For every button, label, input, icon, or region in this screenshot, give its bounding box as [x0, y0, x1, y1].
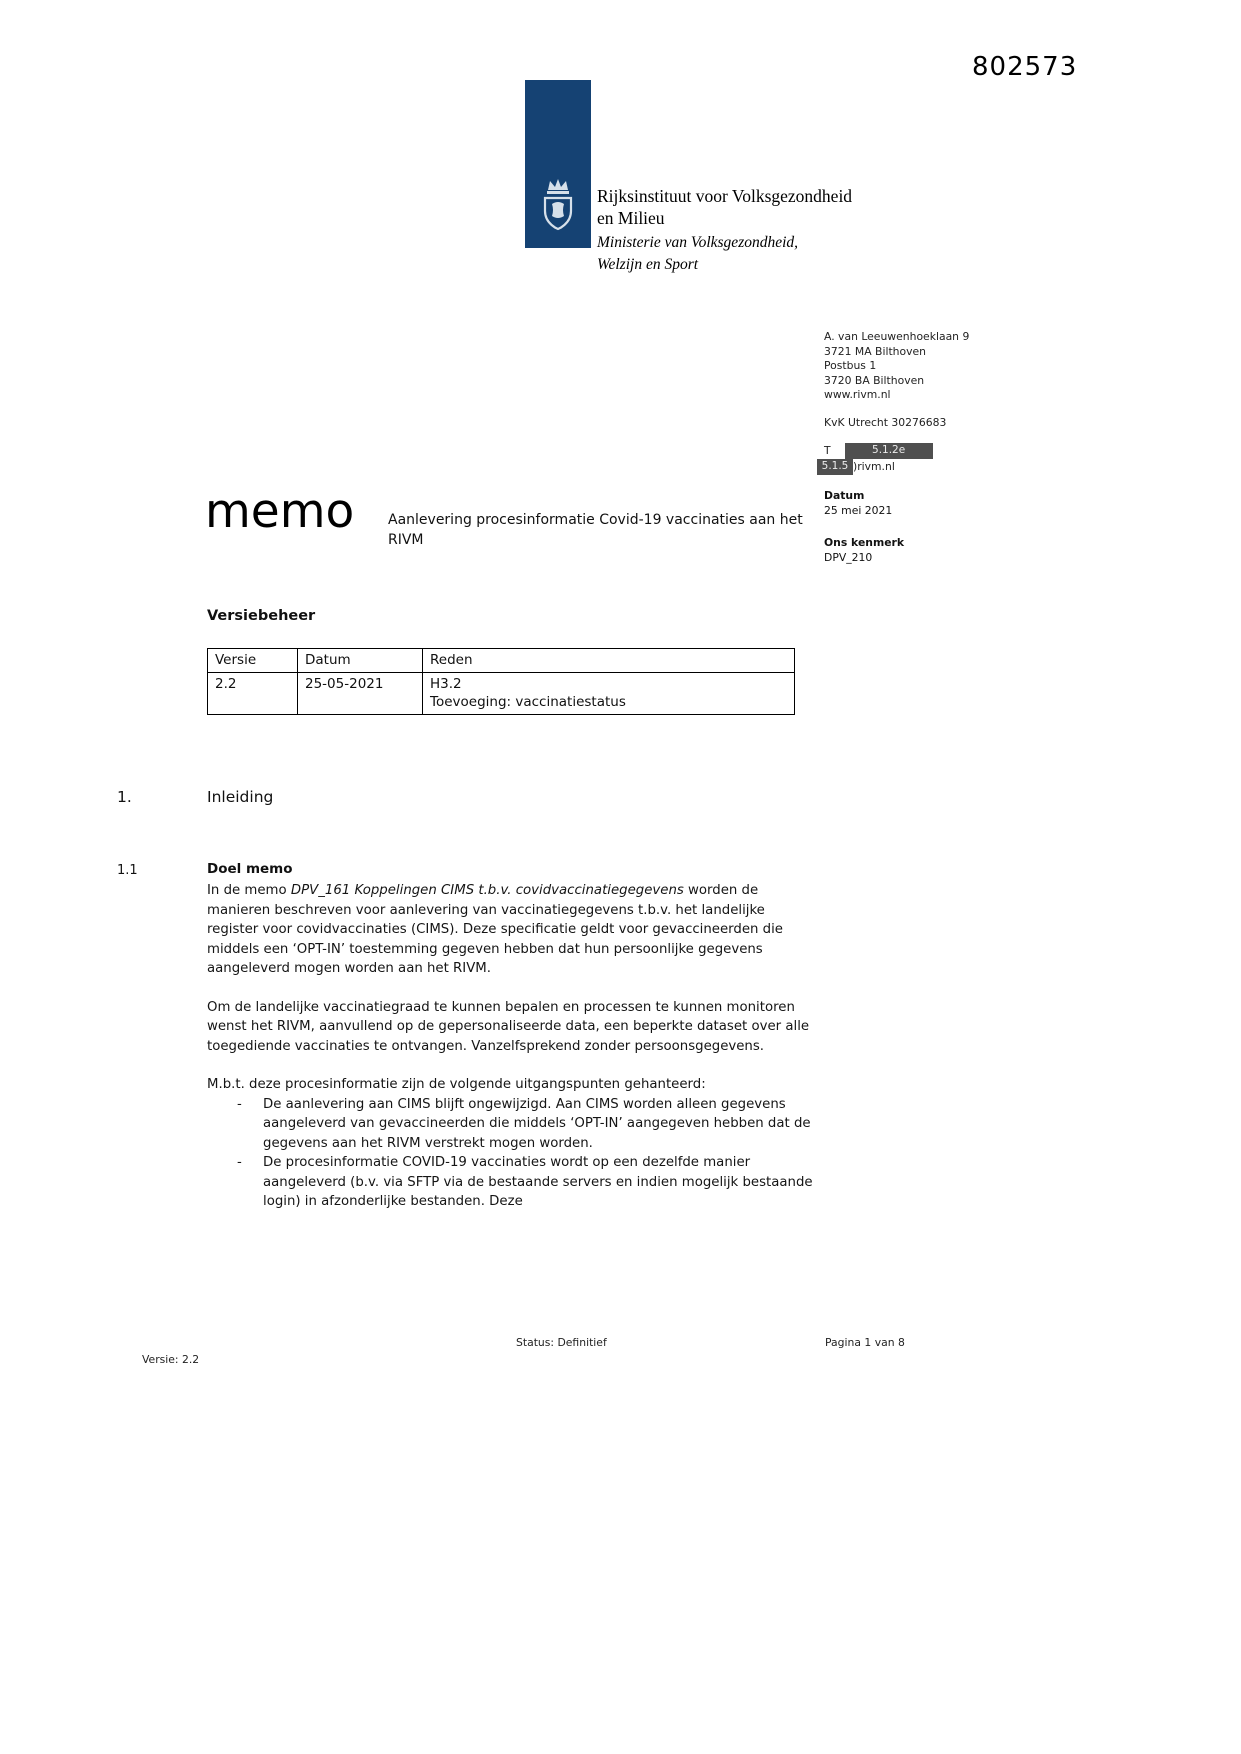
datum-block	[824, 489, 892, 518]
datum-label: Datum	[824, 489, 865, 502]
cell-datum: 25-05-2021	[298, 673, 423, 715]
email-suffix: )rivm.nl	[853, 460, 895, 473]
footer-version: Versie: 2.2	[142, 1353, 200, 1366]
email-redaction-box: 5.1.5	[817, 459, 853, 475]
memo-subtitle: Aanlevering procesinformatie Covid-19 vaccinaties aan het RIVM	[388, 512, 803, 548]
cell-reden-line1: H3.2	[430, 676, 462, 692]
table-row	[208, 673, 795, 715]
bullet-text: De procesinformatie COVID-19 vaccinaties wordt op een dezelfde manier aangeleverd (b.v. via SFTP via de bestaande servers en indien mogelijk bestaande login) in afzonderlijke bestanden. Deze	[263, 1155, 813, 1209]
address-line: 3721 MA Bilthoven	[824, 344, 927, 358]
logo-org-line2: en Milieu	[597, 207, 665, 228]
contact-block	[821, 330, 1014, 475]
p1-pre: In de memo	[207, 883, 291, 898]
cell-reden	[423, 673, 795, 715]
section-1-1-number: 1.1	[117, 863, 138, 878]
footer-page-number: Pagina 1 van 8	[825, 1336, 905, 1349]
kenmerk-label: Ons kenmerk	[824, 536, 905, 549]
logo-ministry-line2: Welzijn en Sport	[597, 255, 699, 273]
list-item	[207, 1095, 819, 1154]
kenmerk-block	[824, 536, 904, 565]
logo-org-line1: Rijksinstituut voor Volksgezondheid	[597, 186, 853, 206]
bullet-dash: -	[237, 1155, 242, 1170]
kvk-number: KvK Utrecht 30276683	[824, 415, 947, 429]
coat-of-arms-icon	[536, 178, 580, 240]
column-header-reden: Reden	[423, 649, 795, 673]
section-1-title: Inleiding	[207, 788, 274, 806]
table-header-row	[208, 649, 795, 673]
versiebeheer-heading: Versiebeheer	[207, 608, 316, 624]
paragraph-doel-3: M.b.t. deze procesinformatie zijn de volgende uitgangspunten gehanteerd:	[207, 1077, 706, 1092]
website-url: www.rivm.nl	[824, 388, 891, 401]
p1-post: worden de manieren beschreven voor aanlevering van vaccinatiegegevens t.b.v. het landelijke register voor covidvaccinaties (CIMS). Deze specificatie geldt voor gevaccineerden die middels een ‘OPT-IN’ toestemming gegeven hebben dat hun persoonlijke gegevens aangeleverd mogen worden aan het RIVM.	[207, 883, 783, 976]
memo-title: memo	[205, 484, 355, 539]
phone-redaction-box: 5.1.2e	[845, 443, 933, 459]
list-item	[207, 1153, 819, 1212]
datum-value: 25 mei 2021	[824, 503, 893, 517]
column-header-datum: Datum	[298, 649, 423, 673]
cell-versie: 2.2	[208, 673, 298, 715]
phone-line	[824, 443, 1014, 459]
footer-status: Status: Definitief	[516, 1336, 607, 1349]
address-line: Postbus 1	[824, 359, 877, 372]
address-line: 3720 BA Bilthoven	[824, 373, 925, 387]
rijksoverheid-logo-banner	[525, 80, 591, 248]
paragraph-doel-1	[207, 881, 819, 979]
address-line: A. van Leeuwenhoeklaan 9	[824, 330, 970, 343]
paragraph-doel-2: Om de landelijke vaccinatiegraad te kunnen bepalen en processen te kunnen monitoren wenst het RIVM, aanvullend op de gepersonaliseerde data, een beperkte dataset over alle toegediende vaccinaties te ontvangen. Vanzelfsprekend zonder persoonsgegevens.	[207, 999, 810, 1054]
cell-reden-line2: Toevoeging: vaccinatiestatus	[430, 694, 626, 710]
kenmerk-value: DPV_210	[824, 550, 873, 564]
bullet-dash: -	[237, 1096, 242, 1112]
logo-wordmark	[597, 186, 917, 275]
phone-prefix: T	[824, 444, 831, 457]
column-header-versie: Versie	[208, 649, 298, 673]
section-1-number: 1.	[117, 788, 132, 806]
document-number: 802573	[972, 52, 1078, 82]
bullet-text: De aanlevering aan CIMS blijft ongewijzigd. Aan CIMS worden alleen gegevens aangeleverd van gevaccineerden die middels ‘OPT-IN’ aangegeven hebben dat de gegevens aan het RIVM verstrekt mogen worden.	[263, 1096, 811, 1151]
version-table	[207, 648, 795, 715]
logo-ministry-line1: Ministerie van Volksgezondheid,	[597, 234, 799, 251]
email-line	[821, 459, 1014, 475]
section-1-1-title: Doel memo	[207, 861, 293, 877]
p1-italic-reference: DPV_161 Koppelingen CIMS t.b.v. covidvaccinatiegegevens	[290, 883, 684, 898]
body-text	[207, 881, 819, 1212]
